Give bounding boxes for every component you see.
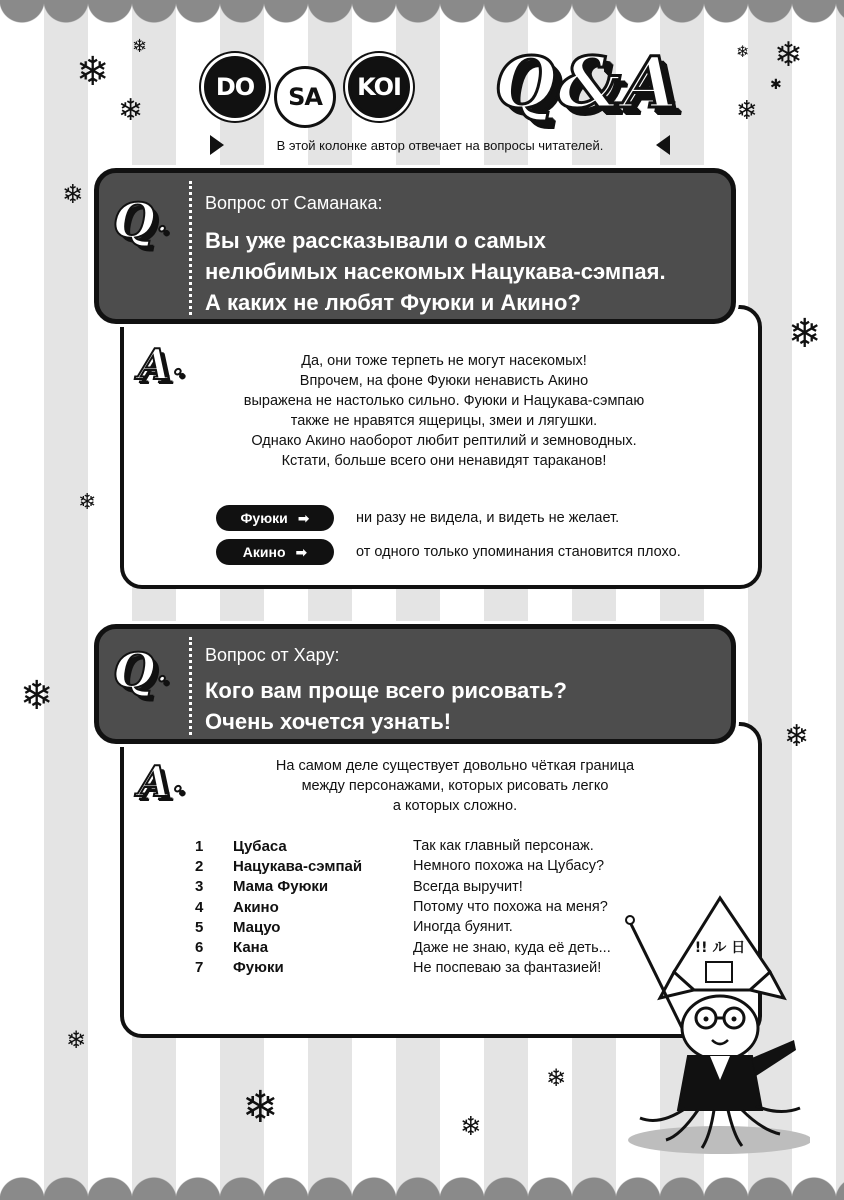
mascot-face (682, 996, 758, 1060)
ranking-row: 3 Мама Фуюки Всегда выручит! (195, 878, 523, 896)
ranking-row: 5 Мацуо Иногда буянит. (195, 918, 513, 936)
snowflake-icon: ✱ (770, 77, 782, 93)
badge-sa: SA (274, 66, 336, 128)
question-box-2 (94, 624, 736, 744)
qa-logo: Q&A (494, 40, 680, 124)
name-pill: Фуюки ➡ (216, 505, 334, 531)
snowflake-icon: ❄ (788, 311, 822, 357)
arrow-right-icon: ➡ (295, 543, 308, 560)
snowflake-icon: ❄ (546, 1064, 567, 1092)
snowflake-icon: ❄ (242, 1082, 279, 1133)
mascot-arm (752, 1040, 796, 1076)
question-text: Вы уже рассказывали о самых нелюбимых насекомых Нацукава-сэмпая. А каких не любят Фуюки и Акино? (205, 228, 666, 315)
ranking-row: 7 Фуюки Не поспеваю за фантазией! (195, 959, 602, 977)
badge-koi: KOI (348, 56, 410, 118)
snowflake-icon: ❄ (78, 490, 97, 515)
snowflake-icon: ❄ (66, 1026, 87, 1054)
snowflake-icon: ❄ (460, 1112, 482, 1142)
detail-text: ни разу не видела, и видеть не желает. (356, 510, 620, 526)
answer-text: Да, они тоже терпеть не могут насекомых! Впрочем, на фоне Фуюки ненависть Акино выражена не настолько сильно. Фуюки и Нацукава-сэмпаю также не нравятся ящерицы, змеи и лягушки. Однако Акино наоборот любит рептилий и земноводных. Кстати, больше всего они ненавидят тараканов! (243, 353, 645, 469)
detail-row (216, 539, 681, 565)
snowflake-icon: ❄ (774, 35, 803, 75)
badge-do: DO (204, 56, 266, 118)
question-box-1 (94, 168, 736, 324)
ranking-list (195, 836, 665, 978)
question-text: Кого вам проще всего рисовать? Очень хочется узнать! (205, 678, 567, 734)
snowflake-icon: ❄ (62, 180, 84, 210)
squid-mascot-svg (610, 890, 810, 1160)
detail-row (216, 505, 619, 531)
question-author: Вопрос от Саманака: (205, 193, 383, 213)
snowflake-icon: ❄ (118, 93, 144, 128)
arrow-right-icon: ➡ (297, 509, 310, 526)
ranking-row: 6 Кана Даже не знаю, куда её деть... (195, 939, 611, 957)
detail-text: от одного только упоминания становится плохо. (356, 544, 681, 560)
snowflake-icon: ❄ (132, 36, 148, 57)
snowflake-icon: ❄ (784, 719, 810, 754)
dotted-divider (189, 181, 192, 315)
subtitle-row (210, 133, 670, 157)
scalloped-bottom-border (0, 1170, 844, 1200)
answer-text: На самом деле существует довольно чёткая граница между персонажами, которых рисовать легко а которых сложно. (275, 758, 635, 814)
mascot-shadow (628, 1126, 810, 1154)
snowflake-icon: ❄ (736, 96, 758, 126)
mascot-hat-box (706, 962, 732, 982)
snowflake-icon: ❄ (76, 49, 110, 95)
answer-a-icon: A . (138, 756, 184, 806)
triangle-right-icon (210, 135, 224, 155)
name-pill: Акино ➡ (216, 539, 334, 565)
question-author: Вопрос от Хару: (205, 645, 340, 665)
dotted-divider (189, 637, 192, 735)
scalloped-top-border (0, 0, 844, 30)
mascot-hat-text: !! ル 日 (694, 940, 746, 956)
ranking-row: 4 Акино Потому что похожа на меня? (195, 898, 608, 916)
snowflake-icon: ❄ (20, 673, 54, 719)
ranking-row: 1 Цубаса Так как главный персонаж. (195, 837, 594, 855)
answer-a-icon: A . (138, 339, 184, 389)
ranking-row: 2 Нацукава-сэмпай Немного похожа на Цубасу? (195, 857, 605, 875)
page-subtitle: В этой колонке автор отвечает на вопросы читателей. (276, 137, 604, 153)
question-q-icon: Q . (113, 193, 168, 249)
answer-box-1 (120, 305, 762, 589)
question-q-icon: Q . (113, 643, 168, 699)
triangle-left-icon (656, 135, 670, 155)
squid-mascot-illustration (610, 890, 810, 1160)
snowflake-icon: ❄ (736, 42, 750, 61)
